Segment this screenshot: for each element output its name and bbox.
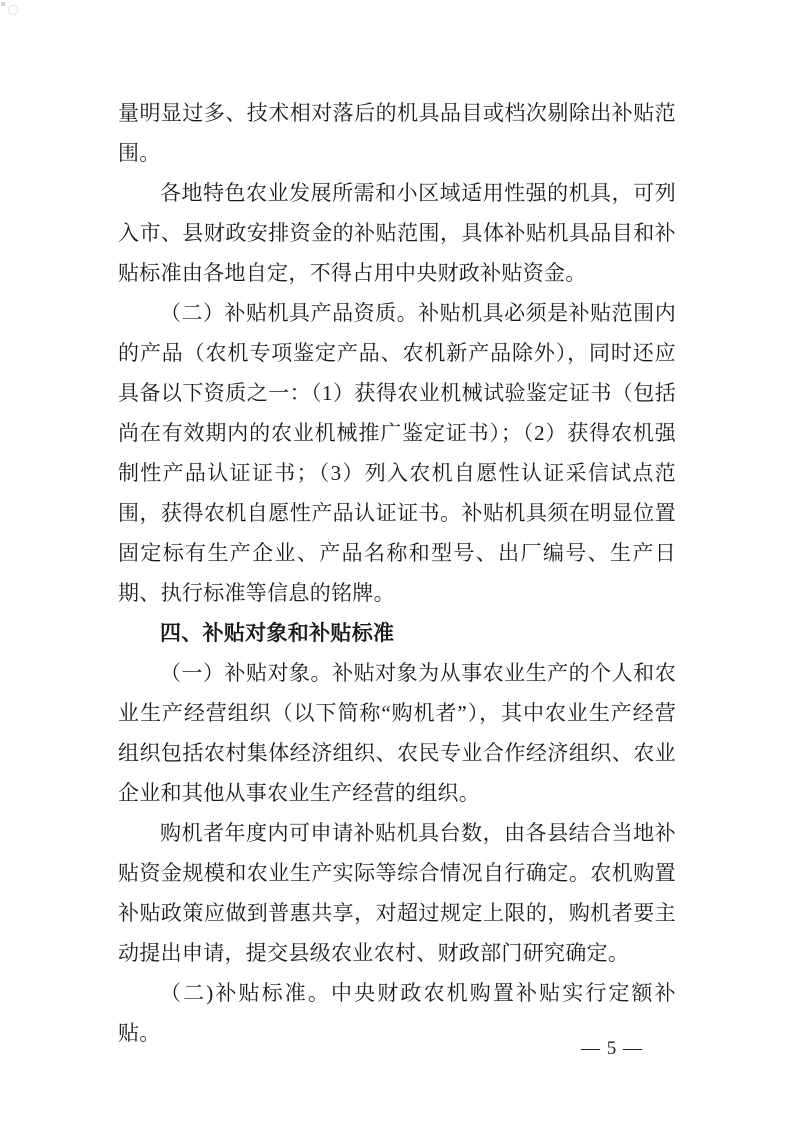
paragraph-subsidy-targets: （一）补贴对象。补贴对象为从事农业生产的个人和农业生产经营组织（以下简称“购机者”），其中农业生产经营组织包括农村集体经济组织、农民专业合作经济组织、农业企业和其他从事农业生产经营的组织。: [118, 661, 676, 805]
paragraph-product-qualification: （二）补贴机具产品资质。补贴机具必须是补贴范围内的产品（农机专项鉴定产品、农机新产品除外），同时还应具备以下资质之一：（1）获得农业机械试验鉴定证书（包括尚在有效期内的农业机械推广鉴定证书）；（2）获得农机强制性产品认证证书；（3）列入农机自愿性认证采信试点范围，获得农机自愿性产品认证证书。补贴机具须在明显位置固定标有生产企业、产品名称和型号、出厂编号、生产日期、执行标准等信息的铭牌。: [118, 301, 676, 605]
paragraph-subsidy-standard: （二)补贴标准。中央财政农机购置补贴实行定额补贴。: [118, 981, 676, 1045]
scan-artifact-mark: [1, 2, 17, 14]
paragraph-application-quantity: 购机者年度内可申请补贴机具台数，由各县结合当地补贴资金规模和农业生产实际等综合情况自行确定。农机购置补贴政策应做到普惠共享，对超过规定上限的，购机者要主动提出申请，提交县级农业农村、财政部门研究确定。: [118, 821, 676, 965]
paragraph-continuation: 量明显过多、技术相对落后的机具品目或档次剔除出补贴范围。: [118, 101, 676, 165]
document-body: [118, 93, 676, 1053]
scan-artifact-dot: [1, 2, 5, 6]
page-number: — 5 —: [581, 1038, 643, 1059]
paragraph-local-machinery: 各地特色农业发展所需和小区域适用性强的机具，可列入市、县财政安排资金的补贴范围，具体补贴机具品目和补贴标准由各地自定，不得占用中央财政补贴资金。: [118, 181, 676, 285]
scan-artifact-ring: [8, 5, 18, 15]
section-heading-subsidy-targets: 四、补贴对象和补贴标准: [160, 621, 395, 645]
